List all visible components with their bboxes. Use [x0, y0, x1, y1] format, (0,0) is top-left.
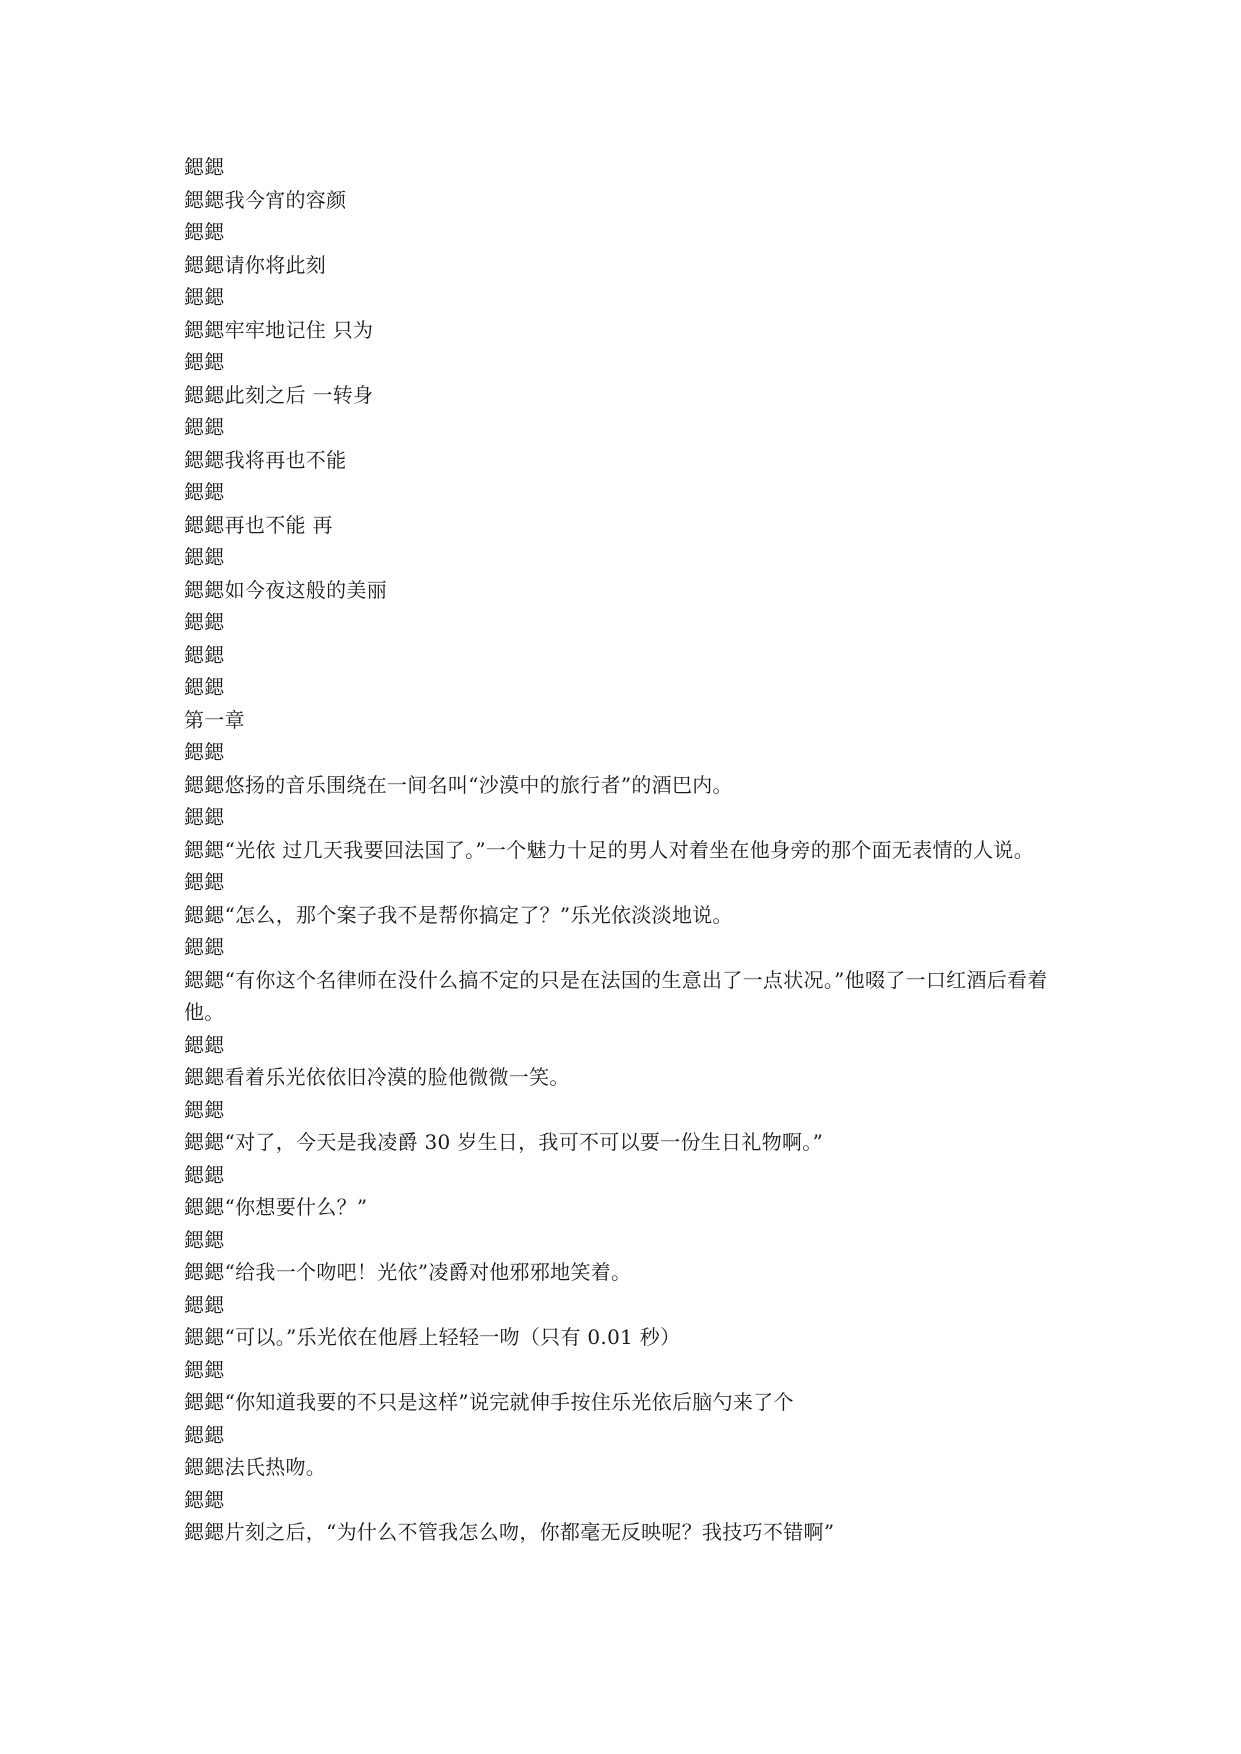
text-line: 鍶鍶如今夜这般的美丽: [184, 577, 387, 602]
text-line: 鍶鍶: [184, 1032, 225, 1057]
text-line: 鍶鍶: [184, 805, 225, 829]
text-line: 鍶鍶“对了，今天是我凌爵 30 岁生日，我可不可以要一份生日礼物啊。”: [184, 1130, 824, 1154]
text-line: 鍶鍶“怎么，那个案子我不是帮你搞定了？”乐光依淡淡地说。: [184, 902, 733, 927]
text-line: 鍶鍶再也不能 再: [184, 512, 333, 537]
text-line: 鍶鍶“你知道我要的不只是这样”说完就伸手按住乐光依后脑勺来了个: [184, 1390, 794, 1414]
text-line: 鍶鍶: [184, 545, 225, 569]
text-line: 鍶鍶: [184, 642, 225, 667]
text-line: 鍶鍶: [184, 1227, 225, 1252]
text-line: 鍶鍶看着乐光依依旧冷漠的脸他微微一笑。: [184, 1065, 570, 1089]
text-line: 鍶鍶: [184, 1487, 225, 1512]
text-line: 鍶鍶: [184, 610, 225, 634]
text-line: 鍶鍶“你想要什么？”: [184, 1195, 368, 1219]
text-line: 鍶鍶: [184, 675, 225, 699]
text-line: 鍶鍶: [184, 480, 225, 504]
text-line: 鍶鍶: [184, 1097, 225, 1122]
text-line: 鍶鍶: [184, 1292, 225, 1317]
text-line: 鍶鍶: [184, 220, 225, 244]
text-line: 鍶鍶: [184, 1357, 225, 1382]
text-line: 鍶鍶“可以。”乐光依在他唇上轻轻一吻（只有 0.01 秒）: [184, 1325, 681, 1349]
text-line: 鍶鍶: [184, 350, 225, 374]
text-line: 鍶鍶: [184, 415, 225, 439]
text-line: 鍶鍶“光依 过几天我要回法国了。”一个魅力十足的男人对着坐在他身旁的那个面无表情的人说。: [184, 837, 1035, 862]
text-line: 鍶鍶: [184, 935, 225, 959]
text-line: 鍶鍶我今宵的容颜: [184, 187, 347, 212]
text-line: 鍶鍶: [184, 285, 225, 309]
text-line: 鍶鍶片刻之后，“为什么不管我怎么吻，你都毫无反映呢？我技巧不错啊”: [184, 1520, 835, 1544]
text-line: 鍶鍶: [184, 1162, 225, 1187]
text-line: 鍶鍶“给我一个吻吧！光依”凌爵对他邪邪地笑着。: [184, 1260, 632, 1284]
document-body: [184, 151, 1064, 1549]
text-line: 鍶鍶牢牢地记住 只为: [184, 317, 374, 342]
text-line: 鍶鍶: [184, 740, 225, 764]
text-line: 鍶鍶请你将此刻: [184, 252, 327, 277]
text-line: 鍶鍶: [184, 1422, 225, 1447]
text-line: 鍶鍶“有你这个名律师在没什么搞不定的只是在法国的生意出了一点状况。”他啜了一口红酒后看着他。: [184, 967, 1048, 1024]
text-line: 鍶鍶: [184, 870, 225, 894]
chapter-heading: 第一章: [184, 707, 245, 732]
text-line: 鍶鍶悠扬的音乐围绕在一间名叫“沙漠中的旅行者”的酒巴内。: [184, 772, 733, 797]
text-line: 鍶鍶此刻之后 一转身: [184, 382, 374, 407]
text-line: 鍶鍶: [184, 155, 225, 179]
text-line: 鍶鍶我将再也不能: [184, 447, 347, 472]
text-line: 鍶鍶法氏热吻。: [184, 1455, 327, 1479]
